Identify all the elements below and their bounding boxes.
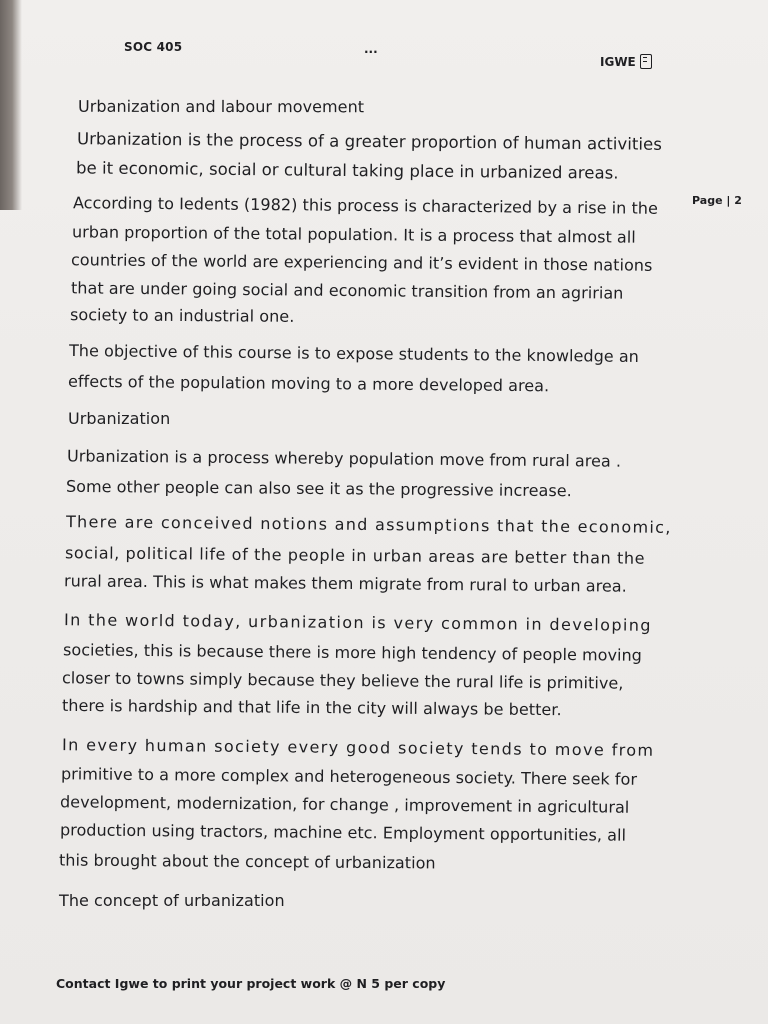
footer-note: Contact Igwe to print your project work @ N 5 per copy — [56, 976, 446, 991]
body-line: production using tractors, machine etc. Employment opportunities, all — [59, 820, 627, 845]
body-line: this brought about the concept of urbanization — [58, 850, 436, 873]
header-center-mark: ... — [364, 42, 378, 56]
body-line: There are conceived notions and assumptions that the economic, — [65, 512, 672, 537]
author-header — [600, 54, 652, 69]
body-line: countries of the world are experiencing and it’s evident in those nations — [70, 250, 653, 275]
body-line: According to Iedents (1982) this process is characterized by a rise in the — [72, 193, 659, 218]
body-line: rural area. This is what makes them migrate from rural to urban area. — [63, 571, 627, 596]
body-line: closer to towns simply because they believe the rural life is primitive, — [61, 668, 624, 693]
section-heading: Urbanization and labour movement — [77, 96, 365, 117]
document-logo-icon — [640, 54, 652, 69]
body-line: societies, this is because there is more high tendency of people moving — [62, 640, 643, 665]
body-line: that are under going social and economic transition from an agririan — [70, 278, 624, 303]
subheading: The concept of urbanization — [59, 891, 285, 910]
body-line: social, political life of the people in urban areas are better than the — [64, 543, 646, 568]
body-line: Some other people can also see it as the progressive increase. — [65, 476, 572, 501]
body-line: there is hardship and that life in the city will always be better. — [61, 695, 562, 720]
body-line: urban proportion of the total population. It is a process that almost all — [71, 222, 636, 247]
body-line: effects of the population moving to a more developed area. — [67, 371, 550, 396]
page-number: Page | 2 — [692, 194, 742, 207]
body-line: The objective of this course is to expose students to the knowledge an — [68, 341, 640, 366]
body-line: primitive to a more complex and heterogeneous society. There seek for — [60, 764, 638, 789]
body-line: Urbanization is the process of a greater proportion of human activities — [76, 129, 662, 154]
body-line: development, modernization, for change , improvement in agricultural — [59, 792, 630, 817]
body-line: be it economic, social or cultural taking place in urbanized areas. — [75, 158, 619, 183]
body-line: Urbanization is a process whereby population move from rural area . — [66, 446, 622, 471]
body-line: society to an industrial one. — [69, 305, 295, 326]
author-name: IGWE — [600, 54, 636, 69]
body-line: In every human society every good society tends to move from — [61, 735, 655, 760]
body-line: In the world today, urbanization is very common in developing — [63, 610, 652, 635]
page-edge-shadow — [0, 0, 22, 210]
course-code: SOC 405 — [124, 40, 183, 54]
subheading: Urbanization — [68, 409, 171, 428]
